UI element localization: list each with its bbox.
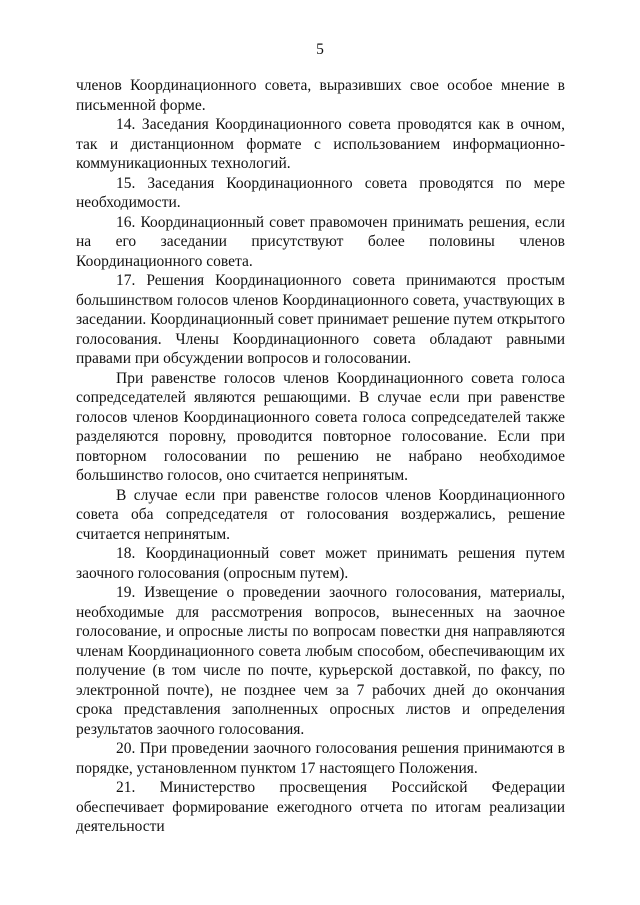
- page-number: 5: [316, 41, 324, 58]
- paragraph-item-18: 18. Координационный совет может принимать решения путем заочного голосования (опросным путем).: [76, 545, 565, 582]
- paragraph-item-17-tie-vote: При равенстве голосов членов Координационного совета голоса сопредседателей являются решающими. В случае если при равенстве голосов членов Координационного совета голоса сопредседателей также разделяются поровну, проводится повторное голосование. Если при повторном голосовании по решению не набрано необходимое большинство голосов, оно считается непринятым.: [76, 369, 565, 484]
- paragraph-item-19: 19. Извещение о проведении заочного голосования, материалы, необходимые для рассмотрения вопросов, вынесенных на заочное голосование, и опросные листы по вопросам повестки дня направляются членам Координационного совета любым способом, обеспечивающим их получение (в том числе по почте, курьерской доставкой, по факсу, по электронной почте), не позднее чем за 7 рабочих дней до окончания срока представления заполненных опросных листов и определения результатов заочного голосования.: [76, 584, 565, 738]
- document-body: [76, 76, 565, 837]
- paragraph-item-17: 17. Решения Координационного совета принимаются простым большинством голосов членов Координационного совета, участвующих в заседании. Координационный совет принимает решение путем открытого голосования. Члены Координационного совета обладают равными правами при обсуждении вопросов и голосовании.: [76, 272, 565, 367]
- paragraph-item-14: 14. Заседания Координационного совета проводятся как в очном, так и дистанционном формате с использованием информационно-коммуникационных технологий.: [76, 116, 565, 172]
- paragraph-continuation: членов Координационного совета, выразивших свое особое мнение в письменной форме.: [76, 77, 565, 114]
- paragraph-item-21: 21. Министерство просвещения Российской Федерации обеспечивает формирование ежегодного отчета по итогам реализации деятельности: [76, 779, 565, 835]
- paragraph-item-16: 16. Координационный совет правомочен принимать решения, если на его заседании присутствуют более половины членов Координационного совета.: [76, 213, 565, 270]
- paragraph-item-20: 20. При проведении заочного голосования решения принимаются в порядке, установленном пунктом 17 настоящего Положения.: [76, 740, 565, 777]
- paragraph-item-17-abstention: В случае если при равенстве голосов членов Координационного совета оба сопредседателя от голосования воздержались, решение считается непринятым.: [76, 486, 565, 543]
- paragraph-item-15: 15. Заседания Координационного совета проводятся по мере необходимости.: [76, 174, 565, 211]
